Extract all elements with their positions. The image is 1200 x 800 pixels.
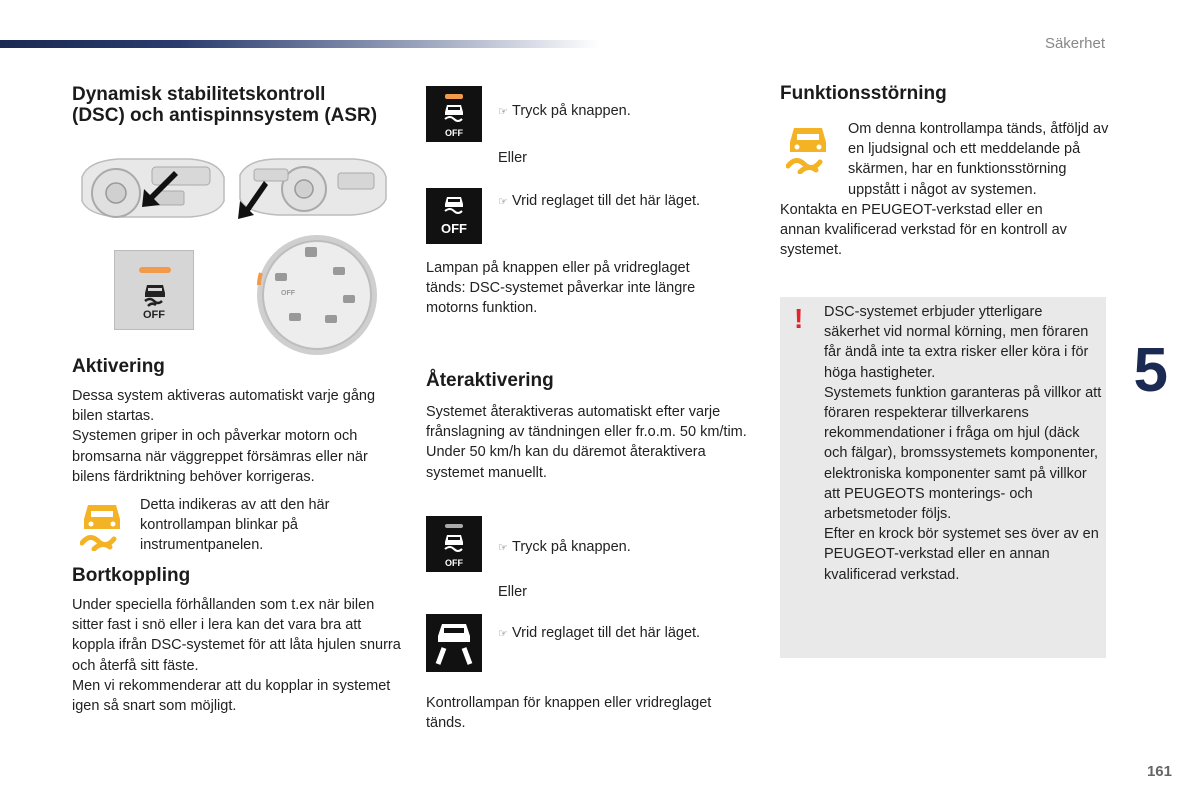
skid-car-icon — [442, 194, 466, 218]
reactivation-heading: Återaktivering — [426, 370, 554, 391]
skid-car-icon — [443, 532, 465, 554]
step-3: ☞ Tryck på knappen. — [498, 537, 631, 558]
activation-heading: Aktivering — [72, 356, 165, 377]
malfunction-text: Om denna kontrollampa tänds, åtföljd av en ljudsignal och ett meddelande på skärmen, har en funktionsstörning uppstått i något av systemen. — [848, 121, 1109, 198]
page-number: 161 — [1146, 763, 1172, 780]
step-2: ☞ Vrid reglaget till det här läget. — [498, 191, 700, 212]
rotary-knob-illustration — [255, 233, 379, 357]
button-led-orange — [445, 94, 463, 99]
malfunction-contact: Kontakta en PEUGEOT-verkstad eller en annan kvalificerad verkstad för en kontroll av systemet. — [780, 202, 1067, 259]
reactivation-text: Systemet återaktiveras automatiskt efter varje frånslagning av tändningen eller fr.o.m. 50 km/tim. Under 50 km/h kan du däremot återaktivera systemet manuellt. — [426, 404, 747, 481]
skid-car-icon — [142, 281, 168, 307]
car-road-icon — [432, 620, 476, 666]
svg-text:OFF: OFF — [281, 290, 295, 297]
disable-heading: Bortkoppling — [72, 565, 191, 586]
step-arrow-icon: ☞ — [498, 542, 508, 554]
skid-car-icon — [443, 102, 465, 124]
step-arrow-icon: ☞ — [498, 196, 508, 208]
malfunction-heading: Funktionsstörning — [780, 83, 947, 104]
section-label: Säkerhet — [1044, 35, 1105, 52]
safety-alert-box — [780, 297, 1106, 658]
title-line-1: Dynamisk stabilitetskontroll — [72, 84, 326, 105]
skid-warning-icon — [786, 126, 830, 174]
main-title — [72, 84, 412, 126]
off-text: OFF — [441, 221, 467, 236]
alert-paragraph-3: Efter en krock bör systemet ses över av en PEUGEOT-verkstad eller en annan kvalificerad verkstad. — [824, 526, 1099, 583]
indicator-text: Detta indikeras av att den här kontrollampan blinkar på instrumentpanelen. — [140, 497, 330, 554]
or-label-2: Eller — [498, 584, 528, 600]
step-4: ☞ Vrid reglaget till det här läget. — [498, 623, 700, 644]
step-1: ☞ Tryck på knappen. — [498, 101, 631, 122]
or-label-1: Eller — [498, 150, 528, 166]
activation-paragraph-2: Systemen griper in och påverkar motorn och bromsarna när väggreppet försämras eller när bilens färdriktning behöver korrigeras. — [72, 428, 368, 485]
header-gradient-bar — [0, 40, 600, 48]
lamp-text-2: Kontrollampan för knappen eller vridreglaget tänds. — [426, 695, 712, 732]
alert-icon: ! — [794, 303, 804, 334]
step-arrow-icon: ☞ — [498, 628, 508, 640]
dashboard-illustration-left — [78, 155, 228, 227]
activation-text — [72, 386, 402, 487]
skid-warning-icon — [80, 503, 124, 551]
knob-normal-position — [426, 614, 482, 672]
button-led-grey — [445, 524, 463, 528]
alert-paragraph-2: Systemets funktion garanteras på villkor att föraren respekterar tillverkarens rekommendationer i fråga om hjul (däck och fälgar), bromssystemets komponenter, elektroniska komponenter samt på villkor att PEUGEOTS monterings- och arbetsmetoder följs. — [824, 384, 1102, 523]
step-arrow-icon: ☞ — [498, 106, 508, 118]
dsc-button-illustration — [114, 250, 194, 330]
knob-off-position — [426, 188, 482, 244]
disable-text — [72, 595, 402, 716]
alert-paragraph-1: DSC-systemet erbjuder ytterligare säkerhet vid normal körning, men föraren får ändå inte ta extra risker eller köra i för höga hastigheter. — [824, 304, 1089, 381]
dashboard-illustration-right — [234, 155, 390, 219]
title-line-2: (DSC) och antispinnsystem (ASR) — [72, 105, 378, 126]
alert-text — [824, 302, 1102, 585]
activation-paragraph-1: Dessa system aktiveras automatiskt varje gång bilen startas. — [72, 388, 376, 425]
dsc-off-button-unlit — [426, 516, 482, 572]
button-led — [139, 267, 171, 273]
dsc-off-button-lit — [426, 86, 482, 142]
off-text: OFF — [143, 309, 165, 321]
off-text: OFF — [445, 558, 463, 568]
off-text: OFF — [445, 128, 463, 138]
disable-paragraph-2: Men vi rekommenderar att du kopplar in systemet igen så snart som möjligt. — [72, 677, 391, 715]
chapter-number: 5 — [1133, 336, 1168, 405]
disable-paragraph-1: Under speciella förhållanden som t.ex när bilen sitter fast i snö eller i lera kan det vara bra att koppla ifrån DSC-systemet för att låta hjulen snurra och återfå sitt fäste. — [72, 597, 401, 674]
lamp-text: Lampan på knappen eller på vridreglaget tänds: DSC-systemet påverkar inte längre motorns funktion. — [426, 260, 696, 317]
